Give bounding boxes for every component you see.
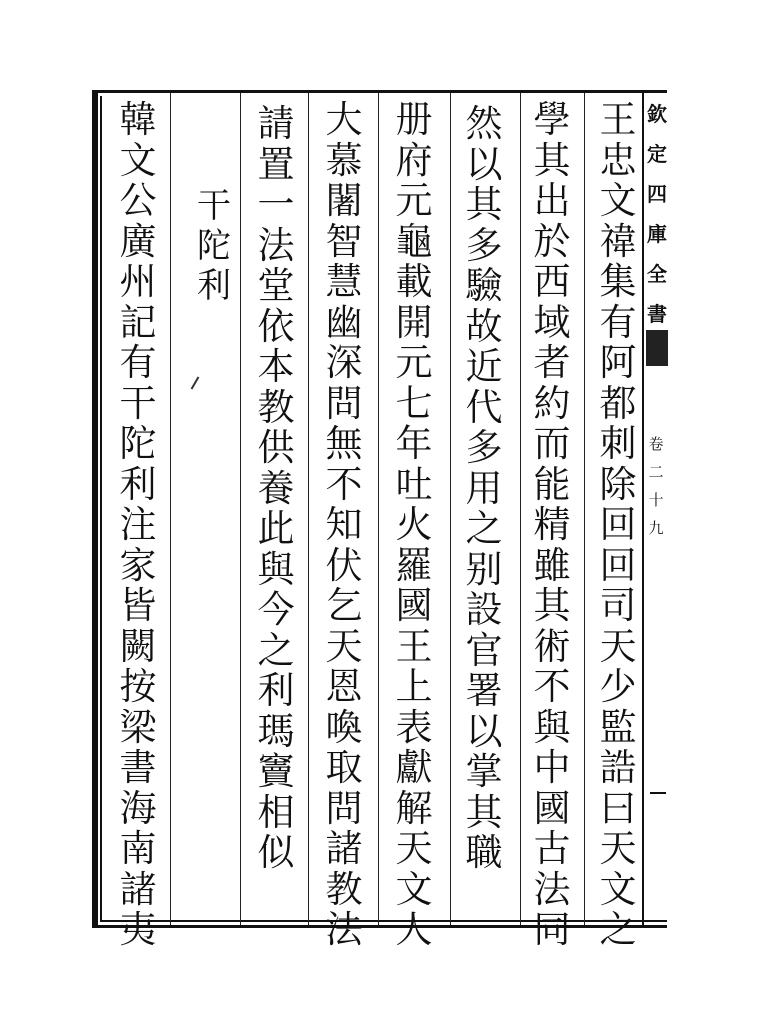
column-rule (240, 93, 241, 925)
frame-inner-border (100, 96, 102, 922)
column-rule (520, 93, 521, 925)
column-rule (450, 93, 451, 925)
gutter-volume-number: 卷 二 十 九 (648, 435, 664, 537)
text-column-1: 王 忠 文 禕 集 有 阿 都 刺 除 回 回 司 天 少 監 誥 曰 天 文 之 (599, 98, 637, 951)
page-frame (92, 90, 667, 928)
column-rule (308, 93, 309, 925)
gutter-page-mark (650, 792, 666, 794)
text-column-2: 學 其 出 於 西 域 者 約 而 能 精 雖 其 術 不 與 中 國 古 法 同 (533, 98, 571, 951)
text-column-4: 册 府 元 龜 載 開 元 七 年 吐 火 羅 國 王 上 表 獻 解 天 文 人 (395, 98, 433, 951)
text-column-5: 大 慕 闍 智 慧 幽 深 問 無 不 知 伏 乞 天 恩 喚 取 問 諸 教 法 (325, 98, 363, 951)
frame-bottom-border (100, 920, 667, 922)
section-heading: 干 陀 利 (197, 186, 231, 306)
column-rule (170, 93, 171, 925)
text-column-3: 然 以 其 多 驗 故 近 代 多 用 之 别 設 官 署 以 掌 其 職 (465, 102, 503, 874)
column-rule (584, 93, 585, 925)
column-rule (378, 93, 379, 925)
text-column-7: 韓 文 公 廣 州 記 有 干 陀 利 注 家 皆 闕 按 梁 書 海 南 諸 夷 (119, 98, 157, 951)
gutter-fishtail-mark (646, 330, 668, 366)
text-column-6: 請 置 一 法 堂 依 本 教 供 養 此 與 今 之 利 瑪 竇 相 似 (257, 102, 295, 874)
gutter-book-title: 欽 定 四 庫 全 書 (647, 102, 667, 326)
